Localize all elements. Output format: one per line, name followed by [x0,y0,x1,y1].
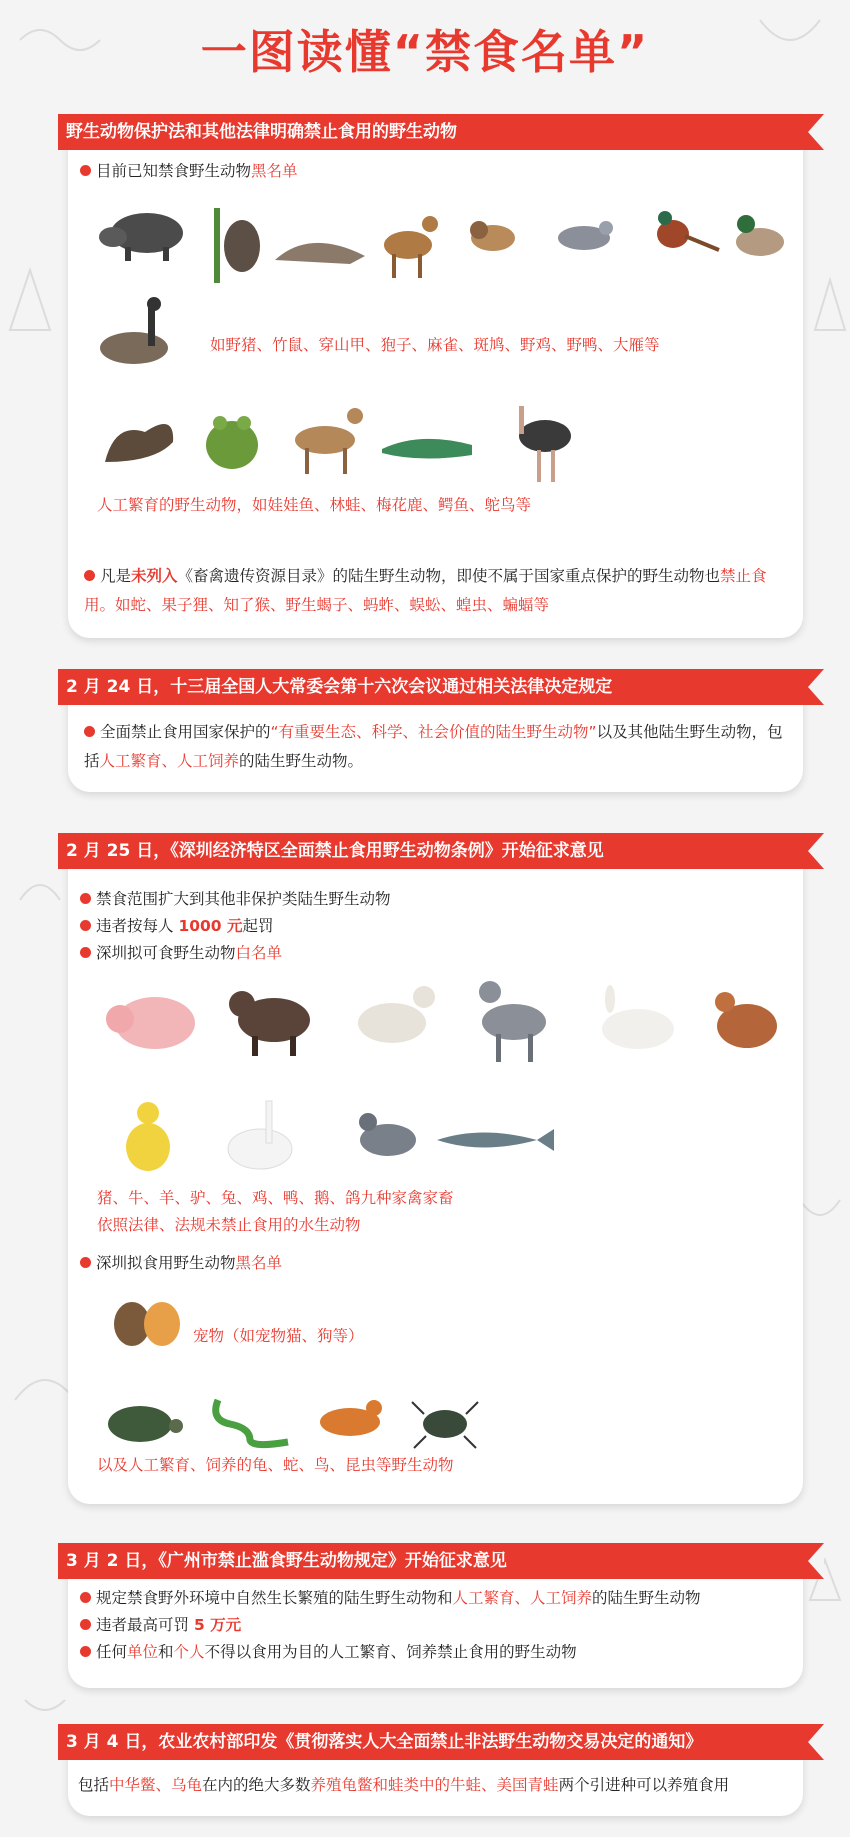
known-prefix: 目前已知禁食野生动物 [96,162,252,180]
ostrich-icon [505,400,580,485]
wild-boar-icon [95,205,190,265]
goat-icon [350,975,445,1060]
section2-banner [58,669,824,705]
section1-paragraph: 凡是未列入《畜禽遗传资源目录》的陆生野生动物，即使不属于国家重点保护的野生动物也禁止食用。如蛇、果子狸、知了猴、野生蝎子、蚂蚱、蜈蚣、蝗虫、蝙蝠等 [84,567,767,614]
chicken-icon [705,982,785,1062]
scope-bullet: 禁食范围扩大到其他非保护类陆生野生动物 [80,886,391,913]
duck-icon [118,1095,178,1175]
pet-caption: 宠物（如宠物猫、狗等） [193,1327,364,1345]
guangzhou-prohibition-bullet: 任何单位和个人不得以食用为目的人工繁育、饲养禁止食用的野生动物 [80,1639,577,1666]
wild-duck-icon [730,210,790,265]
bird-icon [300,1392,395,1447]
sparrow-icon [463,212,528,262]
section3-banner [58,833,824,869]
crocodile-icon [380,425,475,470]
pig-icon [100,985,200,1060]
insect-icon [410,1392,480,1452]
section5-banner [58,1724,824,1760]
turtle-dove-icon [548,212,618,262]
sika-deer-icon [285,392,370,477]
banned-animals-caption: 如野猪、竹鼠、穿山甲、狍子、麻雀、斑鸠、野鸡、野鸭、大雁等 [210,336,660,354]
fish-icon [432,1125,557,1155]
whitelist-caption-aquatic: 依照法律、法规未禁止食用的水生动物 [97,1216,361,1234]
goose-icon [218,1095,298,1175]
whitelist-caption-livestock: 猪、牛、羊、驴、兔、鸡、鸭、鹅、鸽九种家禽家畜 [97,1189,454,1207]
bullet-dot [80,920,91,931]
turtle-icon [100,1392,185,1452]
bullet-dot [80,1592,91,1603]
shenzhen-blacklist-bullet: 深圳拟食用野生动物黑名单 [80,1250,282,1277]
bullet-dot [80,893,91,904]
giant-salamander-icon [95,402,180,472]
bamboo-rat-icon [210,208,265,283]
pheasant-icon [645,208,720,263]
bullet-dot [80,1619,91,1630]
bullet-dot [80,165,91,176]
section2-banner-text: 2 月 24 日，十三届全国人大常委会第十六次会议通过相关法律决定规定 [66,677,613,697]
wild-goose-icon [92,296,177,376]
section4-banner [58,1543,824,1579]
bullet-dot [84,726,95,737]
bred-animals-caption: 人工繁育的野生动物，如娃娃鱼、林蛙、梅花鹿、鳄鱼、鸵鸟等 [97,496,532,514]
bullet-dot [80,947,91,958]
pangolin-icon [270,228,370,268]
guangzhou-fine-bullet: 违者最高可罚 5 万元 [80,1612,241,1639]
known-blacklist-line [80,158,298,185]
section5-banner-text: 3 月 4 日，农业农村部印发《贯彻落实人大全面禁止非法野生动物交易决定的通知》 [66,1732,703,1752]
page-title: 一图读懂“禁食名单” [200,25,650,79]
section4-banner-text: 3 月 2 日，《广州市禁止滥食野生动物规定》开始征求意见 [66,1551,507,1571]
whitelist-bullet: 深圳拟可食野生动物白名单 [80,940,282,967]
section3-banner-text: 2 月 25 日，《深圳经济特区全面禁止食用野生动物条例》开始征求意见 [66,841,604,861]
guangzhou-rule-bullet: 规定禁食野外环境中自然生长繁殖的陆生野生动物和人工繁育、人工饲养的陆生野生动物 [80,1585,701,1612]
section1-banner-text: 野生动物保护法和其他法律明确禁止食用的野生动物 [66,122,457,142]
bullet-dot [80,1646,91,1657]
rabbit-icon [588,985,683,1055]
bullet-dot [84,570,95,581]
bullet-dot [80,1257,91,1268]
roe-deer-icon [378,210,443,280]
section1-banner [58,114,824,150]
fine-bullet: 违者按每人 1000 元起罚 [80,913,274,940]
section2-paragraph: 全面禁止食用国家保护的“有重要生态、科学、社会价值的陆生野生动物”以及其他陆生野生动物，包括人工繁育、人工饲养的陆生野生动物。 [84,723,783,770]
bred-wildlife-caption: 以及人工繁育、饲养的龟、蛇、鸟、昆虫等野生动物 [97,1456,454,1474]
donkey-icon [470,970,560,1065]
snake-icon [210,1390,290,1450]
section5-paragraph: 包括中华鳖、乌龟在内的绝大多数养殖龟鳖和蛙类中的牛蛙、美国青蛙两个引进种可以养殖食用 [78,1776,730,1794]
cow-icon [222,980,317,1060]
forest-frog-icon [200,405,265,475]
dog-cat-icon [110,1290,185,1350]
section1-card [68,118,803,638]
known-highlight: 黑名单 [251,162,298,180]
pigeon-icon [352,1102,422,1167]
